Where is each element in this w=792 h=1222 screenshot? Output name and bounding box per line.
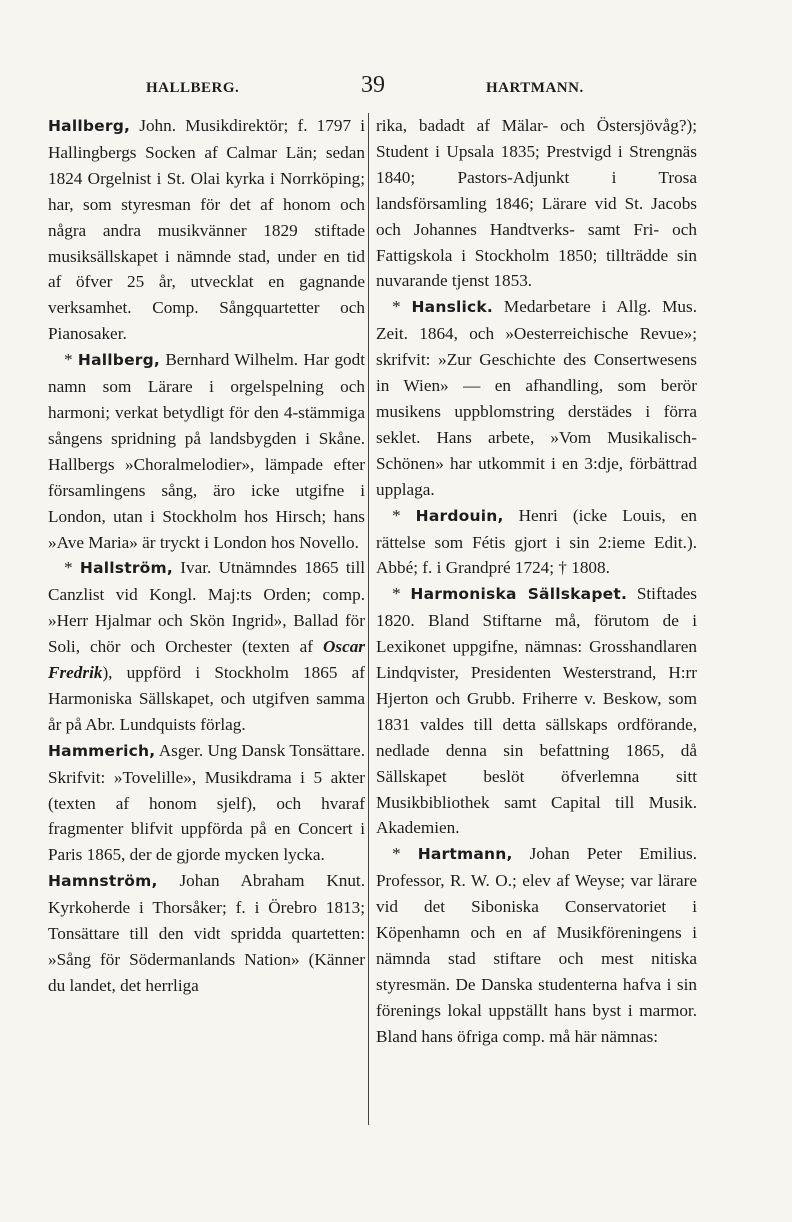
running-head	[48, 72, 698, 104]
entry-hamnstrom-continued	[376, 113, 697, 294]
entry-text: Ivar. Utnämndes 1865 till Canzlist vid Kongl. Maj:ts Orden; comp. »Herr Hjalmar och Skön Ingrid», Ballad för Soli, chör och Orchester (texten af	[48, 558, 366, 657]
entry-hallberg-john	[48, 113, 365, 347]
running-head-left: HALLBERG.	[146, 80, 240, 96]
entry-text: John. Musikdirektör; f. 1797 i Hallingbergs Socken af Calmar Län; sedan 1824 Orgelnist i St. Olai kyrka i Norrköping; har, som styresman för det af honom och några andra musikvänner 1829 stiftade musiksällskapet i nämnde stad, under en tid af öfver 25 år, utvecklat en gagnande verksamhet. Comp. Sångquartetter och Pianosaker.	[48, 116, 365, 344]
page-number: 39	[361, 72, 385, 98]
entry-headword: Harmoniska Sällskapet.	[410, 585, 628, 604]
left-column	[48, 113, 365, 999]
entry-text: Asger. Ung Dansk Tonsättare. Skrifvit: »Tovelille», Musikdrama i 5 akter (texten af honom sjelf), och hvaraf fragmenter blifvit uppförda på en Concert i Paris 1865, der de gjorde mycken lycka.	[48, 740, 365, 865]
entry-text: Stiftades 1820. Bland Stiftarne må, förutom de i Lexikonet uppgifne, nämnas: Grosshandlaren Lindqvister, Presidenten Westerstrand, H:rr Hjerton och Grubb. Friherre v. Beskow, som 1831 valdes till detta sällskaps ordförande, nedlade denna sin befattning 1865, då Sällskapet beslöt öfverlemna sitt Musikbibliothek samt Capital till Musik. Akademien.	[376, 584, 697, 838]
entry-text: Johan Abraham Knut. Kyrkoherde i Thorsåker; f. i Örebro 1813; Tonsättare till den vidt spridda quartetten: »Sång för Södermanlands Nation» (Känner du landet, det herrliga	[48, 871, 365, 995]
entry-text: Johan Peter Emilius. Professor, R. W. O.; elev af Weyse; var lärare vid det Siboniska Conservatoriet i Köpenhamn och en af Musikföreningens i nämnda stad stiftare och mest nitiska styresmän. De Danska studenterna hafva i sin förenings lokal uppställt hans byst i marmor. Bland hans öfriga comp. må här nämnas:	[376, 844, 698, 1046]
entry-headword: Hallström,	[79, 559, 173, 578]
entry-headword: Hallberg,	[48, 117, 131, 135]
entry-headword: Hardouin,	[415, 506, 504, 525]
entry-hallberg-bernhard: * Hallberg, Bernhard Wilhelm. Har godt namn som Lärare i orgelspelning och harmoni; verkat betydligt för den 4-stämmiga sångens spridning på landsbygden i Skåne. Hallbergs »Choralmelodier», lämpade efter församlingens sång, äro icke utgifne i London, utan i Stockholm hos Hirsch; hans »Ave Maria» är tryckt i London hos Novello.	[48, 350, 365, 552]
entry-headword: Hallberg,	[77, 351, 161, 370]
entry-hartmann: * Hartmann, Johan Peter Emilius. Professor, R. W. O.; elev af Weyse; var lärare vid det Siboniska Conservatoriet i Köpenhamn och en af Musikföreningens i nämnda stad stiftare och mest nitiska styresmän. De Danska studenterna hafva i sin förenings lokal uppställt hans byst i marmor. Bland hans öfriga comp. må här nämnas:	[376, 844, 698, 1046]
entry-harmoniska-sallskapet: * Harmoniska Sällskapet. Stiftades 1820. Bland Stiftarne må, förutom de i Lexikonet uppgifne, nämnas: Grosshandlaren Lindqvister, Presidenten Westerstrand, H:rr Hjerton och Grubb. Friherre v. Beskow, som 1831 valdes till detta sällskaps ordförande, nedlade denna sin befattning 1865, då Sällskapet beslöt öfverlemna sitt Musikbibliothek samt Capital till Musik. Akademien.	[376, 584, 697, 838]
entry-hammerich	[48, 738, 365, 869]
entry-italic-text: Oscar Fredrik	[48, 637, 365, 683]
entry-text: Medarbetare i Allg. Mus. Zeit. 1864, och »Oesterreichische Revue»; skrifvit: »Zur Geschichte des Consertwesens in Wien» — en afhandling, som berör musikens uppblomstring derstädes i förra seklet. Hans arbete, »Vom Musikalisch-Schönen» har utkommit i en 3:dje, förbättrad upplaga.	[376, 297, 697, 499]
entry-text: Bernhard Wilhelm. Har godt namn som Lärare i orgelspelning och harmoni; verkat betydligt för den 4-stämmiga sångens spridning på landsbygden i Skåne. Hallbergs »Choralmelodier», lämpade efter församlingens sång, äro icke utgifne i London, utan i Stockholm hos Hirsch; hans »Ave Maria» är tryckt i London hos Novello.	[48, 350, 365, 552]
running-head-right: HARTMANN.	[486, 80, 584, 96]
entry-headword: Hanslick.	[411, 298, 494, 317]
entry-hanslick: * Hanslick. Medarbetare i Allg. Mus. Zeit. 1864, och »Oesterreichische Revue»; skrifvit: »Zur Geschichte des Consertwesens in Wien» — en afhandling, som berör musikens uppblomstring derstädes i förra seklet. Hans arbete, »Vom Musikalisch-Schönen» har utkommit i en 3:dje, förbättrad upplaga.	[376, 297, 697, 499]
entry-text-continued: ), uppförd i Stockholm 1865 af Harmoniska Sällskapet, och utgifven samma år på Abr. Lundquists förlag.	[48, 663, 365, 734]
entry-hallstrom: * Hallström, Ivar. Utnämndes 1865 till Canzlist vid Kongl. Maj:ts Orden; comp. »Herr Hjalmar och Skön Ingrid», Ballad för Soli, chör och Orchester (texten af Oscar Fredrik), uppförd i Stockholm 1865 af Harmoniska Sällskapet, och utgifven samma år på Abr. Lundquists förlag.	[48, 558, 366, 734]
entry-text: Henri (icke Louis, en rättelse som Fétis gjort i sin 2:ieme Edit.). Abbé; f. i Grandpré 1724; † 1808.	[376, 505, 698, 578]
entry-headword: Hartmann,	[417, 845, 513, 864]
entry-text: rika, badadt af Mälar- och Östersjövåg?); Student i Upsala 1835; Prestvigd i Strengnäs 1840; Pastors-Adjunkt i Trosa landsförsamling 1846; Lärare vid St. Jacobs och Johannes Handtverks- samt Fri- och Fattigskola i Stockholm 1850; tillträdde sin nuvarande tjenst 1853.	[376, 116, 697, 291]
entry-headword: Hammerich,	[48, 741, 156, 760]
right-column	[376, 113, 697, 1050]
column-divider	[368, 113, 369, 1125]
entry-hamnstrom	[48, 868, 365, 999]
entry-hardouin: * Hardouin, Henri (icke Louis, en rättelse som Fétis gjort i sin 2:ieme Edit.). Abbé; f. i Grandpré 1724; † 1808.	[376, 505, 698, 578]
entry-headword: Hamnström,	[48, 872, 158, 891]
